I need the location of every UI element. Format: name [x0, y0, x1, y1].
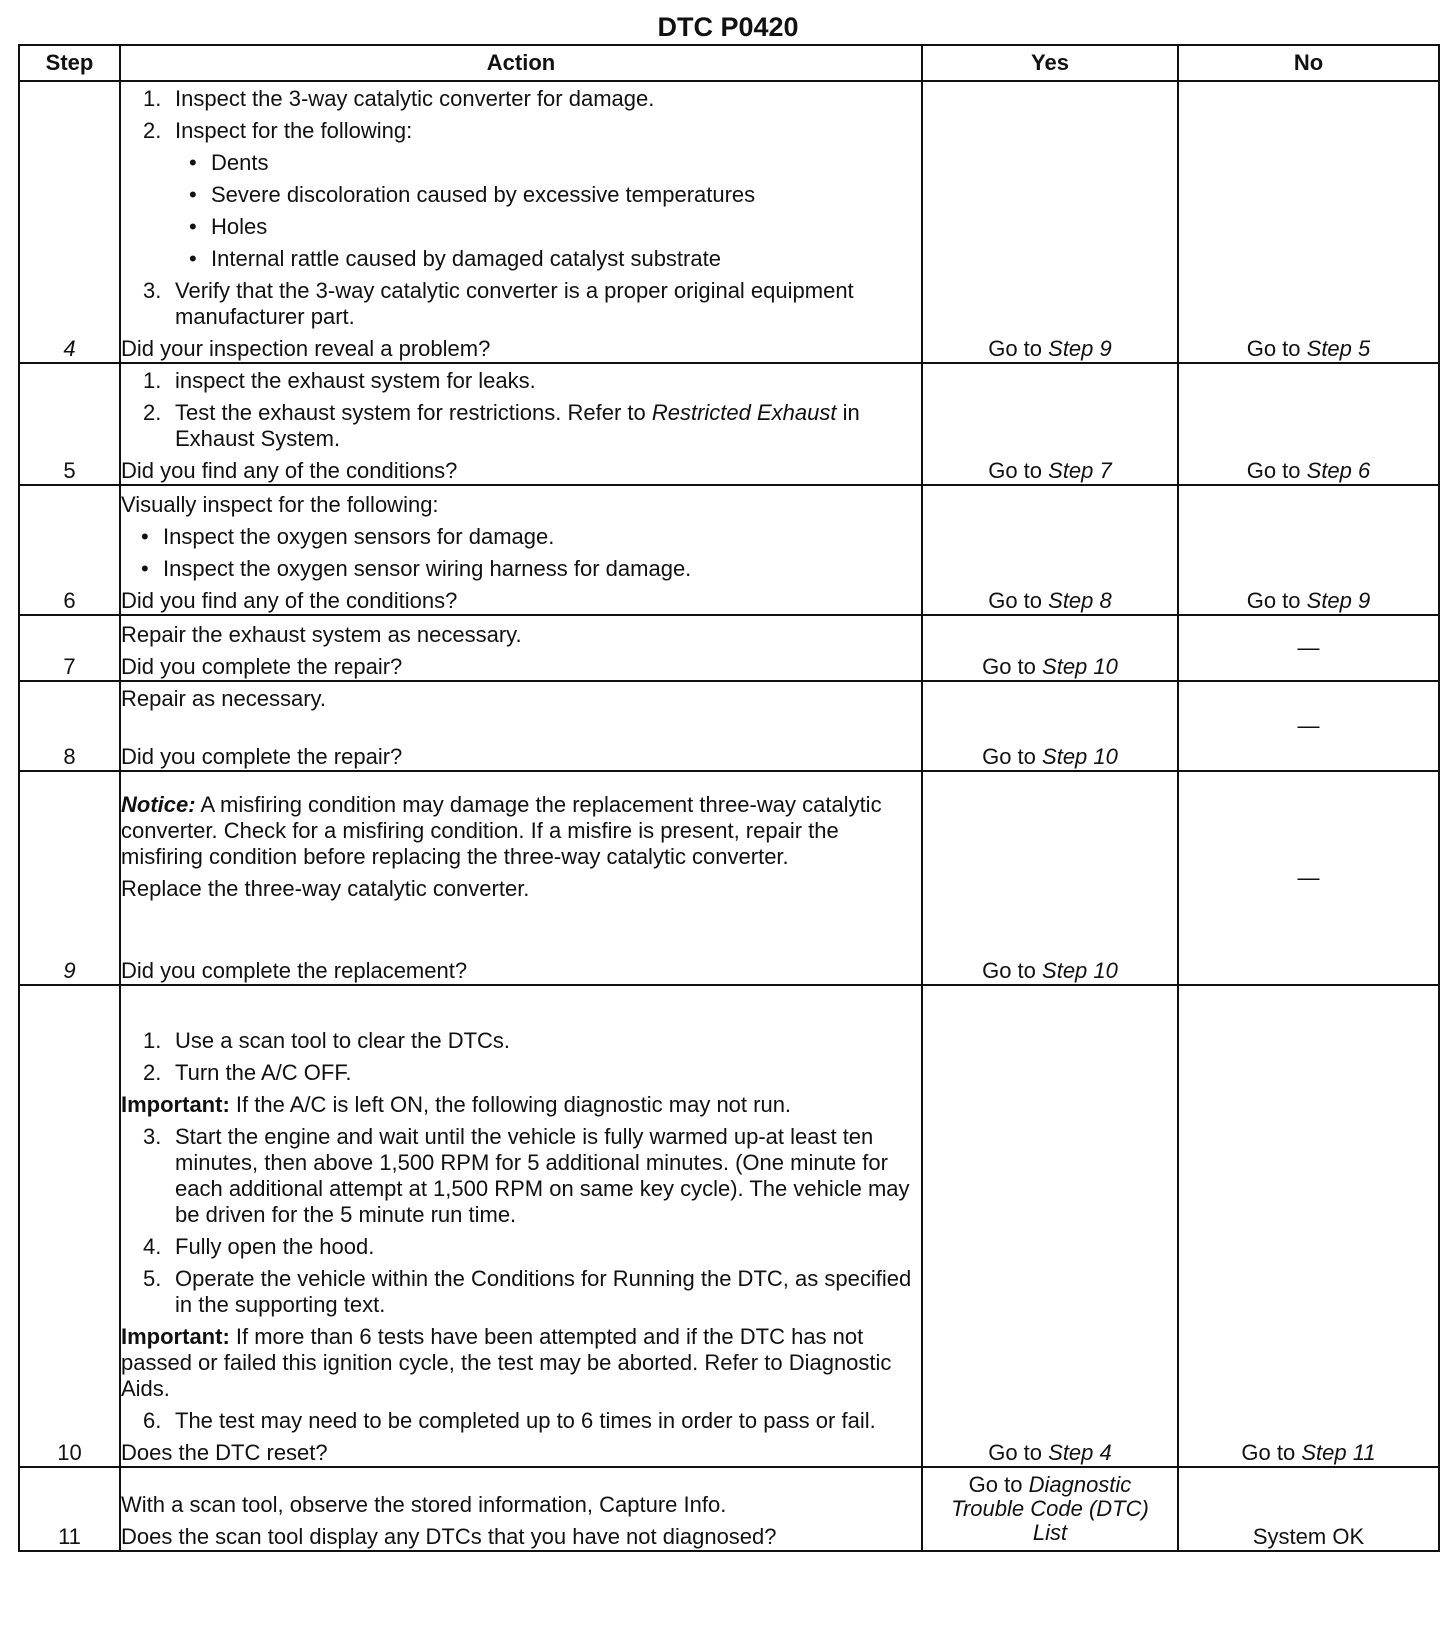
list-item: 6. The test may need to be completed up to 6 times in order to pass or fail. [143, 1408, 876, 1433]
table-row-step-6 [19, 485, 1439, 615]
column-header-step: Step [19, 45, 120, 81]
list-item: 3. Verify that the 3-way catalytic converter is a proper original equipment manufacturer part. [143, 278, 854, 329]
table-header-row [19, 45, 1439, 81]
no-cell: Go to Step 9 [1178, 485, 1439, 615]
yes-cell: Go to Step 9 [922, 81, 1178, 363]
yes-cell: Go to Step 7 [922, 363, 1178, 485]
no-cell: Go to Step 11 [1178, 985, 1439, 1467]
page-title: DTC P0420 [657, 12, 799, 42]
action-cell [120, 771, 922, 985]
column-header-action: Action [120, 45, 922, 81]
important-label: Important: [121, 1092, 230, 1117]
yes-cell: Go to Step 10 [922, 681, 1178, 771]
yes-cell: Go to Step 4 [922, 985, 1178, 1467]
list-item: 1. Inspect the 3-way catalytic converter for damage. [143, 86, 655, 111]
table-row-step-4 [19, 81, 1439, 363]
table-row-step-11 [19, 1467, 1439, 1551]
list-item: 4. Fully open the hood. [143, 1234, 375, 1259]
no-cell: — [1178, 681, 1439, 771]
step-reference: Step 7 [1048, 458, 1112, 483]
step-reference: Step 10 [1042, 654, 1118, 679]
action-cell [120, 363, 922, 485]
no-cell: Go to Step 6 [1178, 363, 1439, 485]
no-cell: System OK [1178, 1467, 1439, 1551]
action-cell [120, 485, 922, 615]
intro-text: Visually inspect for the following: [121, 492, 439, 517]
step-number: 10 [19, 985, 120, 1467]
yes-cell: Go to Step 10 [922, 771, 1178, 985]
step-number: 8 [19, 681, 120, 771]
question-text: Did you complete the repair? [121, 654, 403, 679]
no-cell: — [1178, 615, 1439, 681]
table-row-step-5 [19, 363, 1439, 485]
list-item: 1. inspect the exhaust system for leaks. [143, 368, 536, 393]
table-row-step-7 [19, 615, 1439, 681]
yes-cell: Go to Step 10 [922, 615, 1178, 681]
bullet-item: • Inspect the oxygen sensor wiring harness for damage. [141, 556, 692, 581]
important-label: Important: [121, 1324, 230, 1349]
list-item: 3. Start the engine and wait until the vehicle is fully warmed up-at least ten minutes, then above 1,500 RPM for 5 additional minutes. (One minute for each additional attempt at 1,500 RPM on same key cycle). The vehicle may be driven for the 5 minute run time. [143, 1124, 910, 1227]
step-reference: Step 11 [1301, 1440, 1376, 1465]
notice-text: Notice: A misfiring condition may damage the replacement three-way catalytic converter. Check for a misfiring condition. If a misfire is present, repair the misfiring condition before replacing the three-way catalytic converter. [121, 792, 882, 869]
question-text: Does the scan tool display any DTCs that you have not diagnosed? [121, 1524, 777, 1549]
table-row-step-8 [19, 681, 1439, 771]
action-cell [120, 985, 922, 1467]
yes-cell [922, 1467, 1178, 1551]
important-note: Important: If the A/C is left ON, the following diagnostic may not run. [121, 1092, 792, 1117]
step-reference: Step 10 [1042, 958, 1118, 983]
question-text: Did you find any of the conditions? [121, 588, 458, 613]
step-number: 7 [19, 615, 120, 681]
column-header-yes: Yes [922, 45, 1178, 81]
step-number: 9 [19, 771, 120, 985]
action-text: With a scan tool, observe the stored information, Capture Info. [121, 1492, 727, 1517]
question-text: Did you find any of the conditions? [121, 458, 458, 483]
action-text: Repair the exhaust system as necessary. [121, 622, 522, 647]
step-reference: Step 6 [1306, 458, 1371, 483]
step-reference: Step 4 [1048, 1440, 1112, 1465]
action-text: Repair as necessary. [121, 686, 327, 711]
table-row-step-10 [19, 985, 1439, 1467]
yes-cell: Go to Step 8 [922, 485, 1178, 615]
no-cell: Go to Step 5 [1178, 81, 1439, 363]
bullet-item: • Severe discoloration caused by excessive temperatures [189, 182, 756, 207]
no-cell: — [1178, 771, 1439, 985]
step-number: 4 [19, 81, 120, 363]
step-reference: Step 5 [1306, 336, 1371, 361]
diagnostic-table [18, 44, 1440, 1552]
question-text: Did your inspection reveal a problem? [121, 336, 491, 361]
bullet-item: • Holes [189, 214, 268, 239]
step-reference: Step 8 [1048, 588, 1112, 613]
list-item: 2. Turn the A/C OFF. [143, 1060, 352, 1085]
bullet-item: • Dents [189, 150, 269, 175]
question-text: Does the DTC reset? [121, 1440, 328, 1465]
list-item: 1. Use a scan tool to clear the DTCs. [143, 1028, 511, 1053]
action-cell [120, 1467, 922, 1551]
notice-label: Notice: [121, 792, 196, 817]
step-reference: Step 9 [1306, 588, 1371, 613]
list-item: 5. Operate the vehicle within the Conditions for Running the DTC, as specified in the supporting text. [143, 1266, 912, 1317]
action-cell [120, 681, 922, 771]
bullet-item: • Inspect the oxygen sensors for damage. [141, 524, 555, 549]
step-number: 5 [19, 363, 120, 485]
step-reference: Step 10 [1042, 744, 1118, 769]
step-number: 6 [19, 485, 120, 615]
step-reference: Step 9 [1048, 336, 1112, 361]
question-text: Did you complete the repair? [121, 744, 403, 769]
step-number: 11 [19, 1467, 120, 1551]
column-header-no: No [1178, 45, 1439, 81]
reference-link-text: Diagnostic Trouble Code (DTC) List [951, 1472, 1149, 1545]
table-row-step-9 [19, 771, 1439, 985]
list-item: 2. Test the exhaust system for restrictions. Refer to Restricted Exhaust in Exhaust System. [143, 400, 860, 451]
action-cell [120, 615, 922, 681]
bullet-item: • Internal rattle caused by damaged catalyst substrate [189, 246, 721, 271]
action-cell [120, 81, 922, 363]
list-item: 2. Inspect for the following: [143, 118, 413, 143]
action-text: Replace the three-way catalytic converter. [121, 876, 530, 901]
question-text: Did you complete the replacement? [121, 958, 468, 983]
reference-link-text: Restricted Exhaust [651, 400, 837, 425]
yes-reference: Go to Diagnostic Trouble Code (DTC) List [951, 1472, 1149, 1545]
important-note: Important: If more than 6 tests have been attempted and if the DTC has not passed or failed this ignition cycle, the test may be aborted. Refer to Diagnostic Aids. [121, 1324, 892, 1401]
